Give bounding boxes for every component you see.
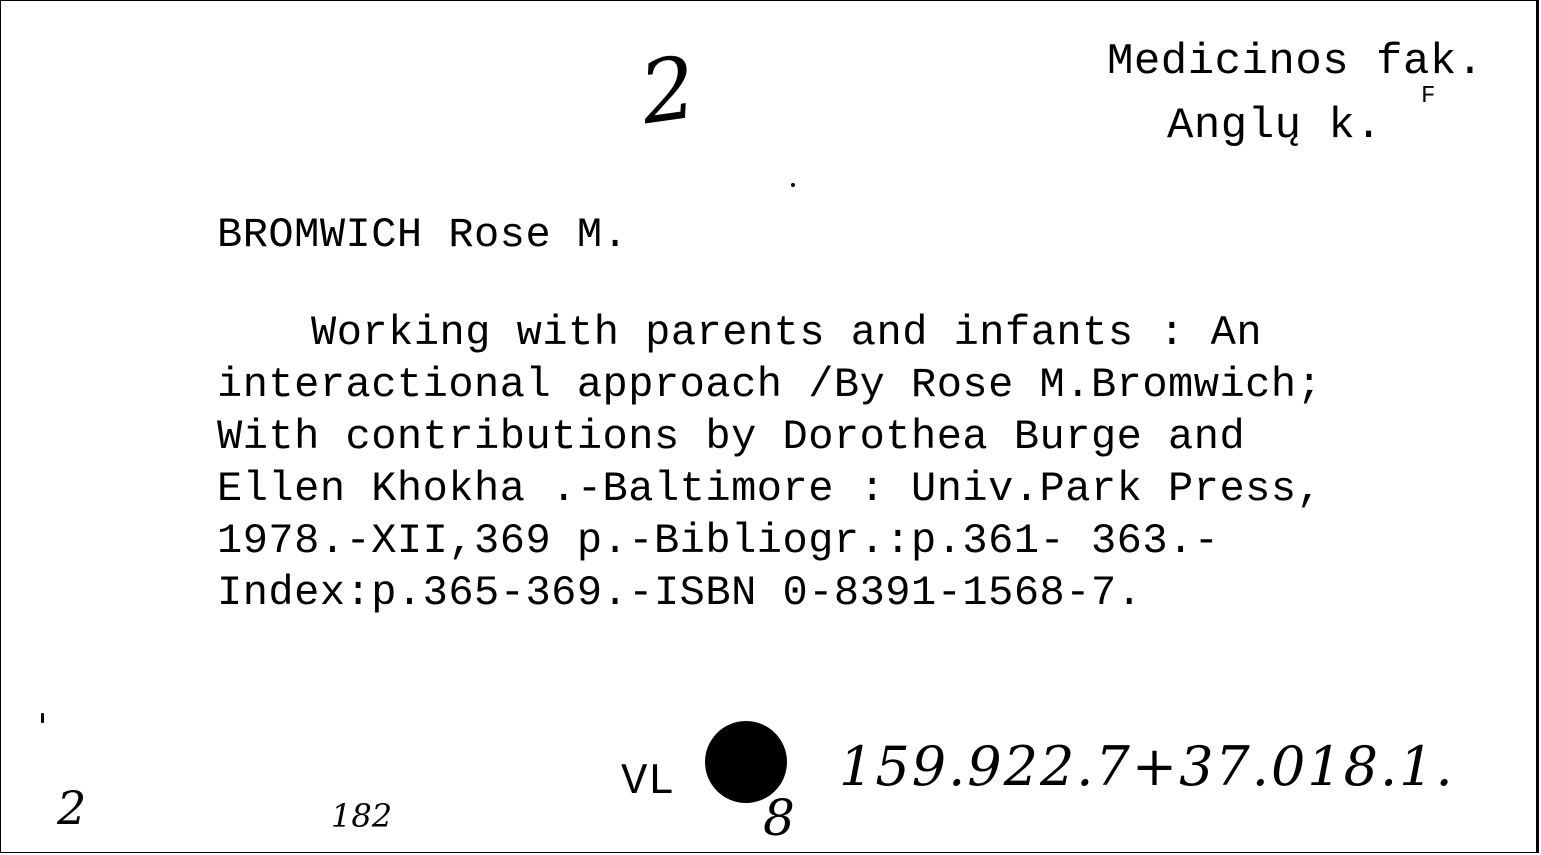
handwritten-below-dot: 8 (763, 789, 795, 847)
description-line-1: Working with parents and infants : An (311, 309, 1263, 357)
handwritten-top-mark: 2 (634, 37, 703, 145)
classification-number: 159.922.7+37.018.1. (839, 735, 1455, 798)
description-line-3: With contributions by Dorothea Burge and (217, 413, 1246, 461)
location-code: VL (621, 757, 675, 807)
description-line-5: 1978.-XII,369 p.-Bibliogr.:p.361- 363.- (217, 517, 1220, 565)
description-line-4: Ellen Khokha .-Baltimore : Univ.Park Press, (217, 465, 1323, 513)
department-line-1: Medicinos fak. (1107, 37, 1484, 87)
speck (791, 183, 795, 187)
department-line-2: Anglų k. (1167, 101, 1383, 151)
description-line-2: interactional approach /By Rose M.Bromwich; (217, 361, 1323, 409)
description-line-6: Index:p.365-369.-ISBN 0-8391-1568-7. (217, 569, 1143, 617)
department-superscript: F (1421, 83, 1436, 110)
handwritten-bottom-left: 2 (57, 781, 87, 835)
speck (41, 713, 44, 723)
author-heading: BROMWICH Rose M. (217, 211, 629, 259)
handwritten-bottom-number: 182 (331, 797, 393, 835)
